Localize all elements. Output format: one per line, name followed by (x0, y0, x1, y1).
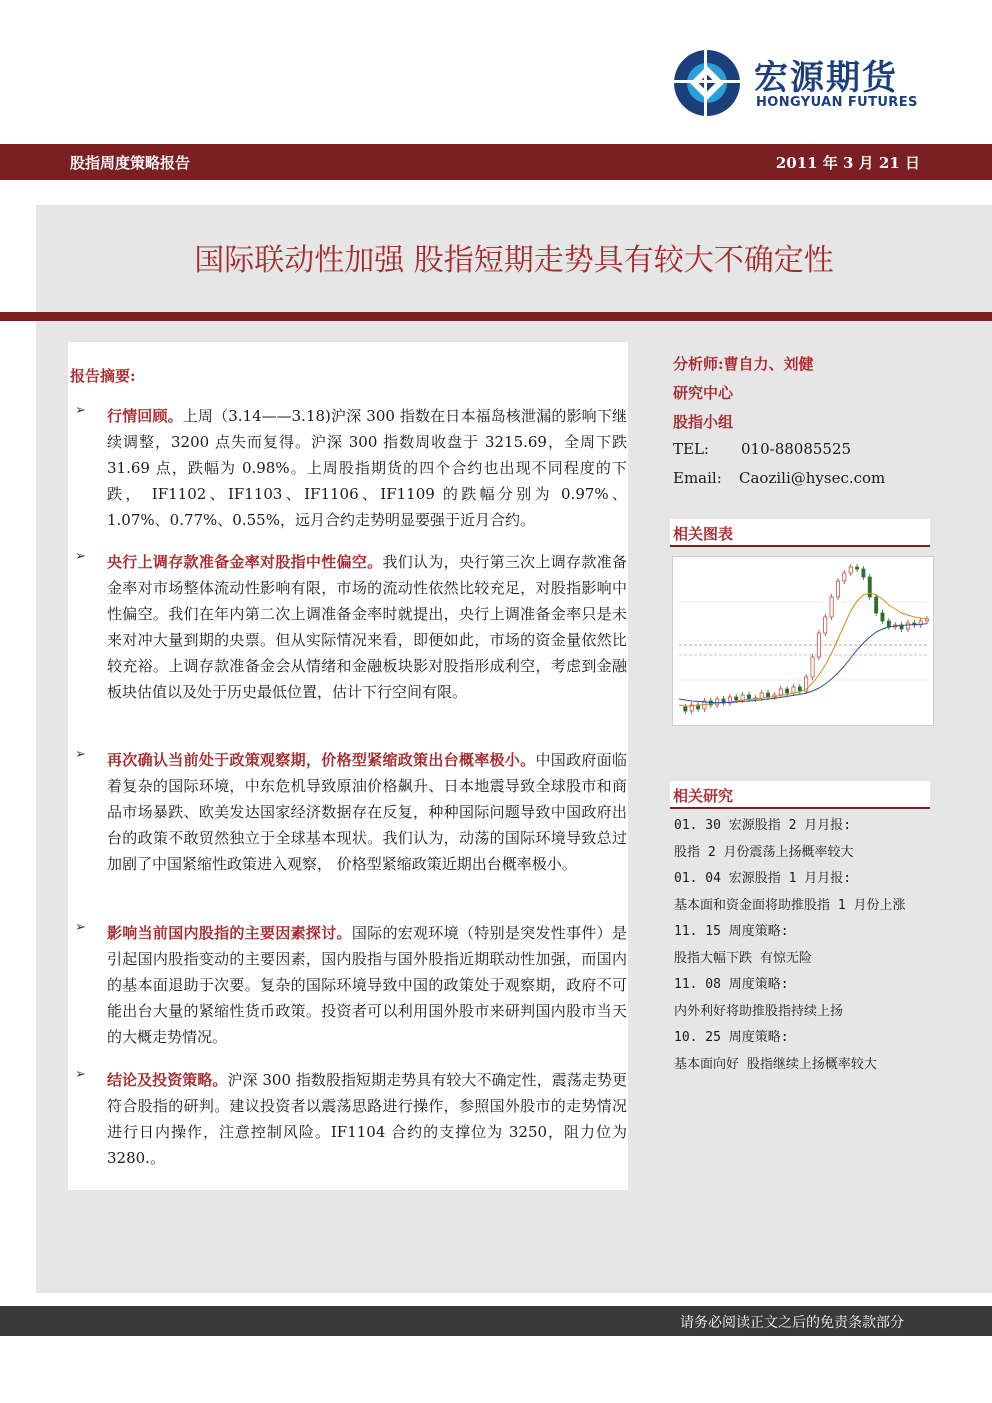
bullet-lead: 再次确认当前处于政策观察期，价格型紧缩政策出台概率极小。 (107, 751, 536, 769)
bullet-lead: 影响当前国内股指的主要因素探讨。 (107, 924, 352, 942)
candle-body (716, 699, 719, 705)
title-band (36, 205, 992, 311)
research-item[interactable]: 11. 08 周度策略: (674, 977, 789, 992)
research-item[interactable]: 基本面向好 股指继续上扬概率较大 (674, 1056, 877, 1072)
candle-body (830, 597, 833, 617)
disclaimer-notice[interactable]: 请务必阅读正文之后的免责条款部分 (680, 1315, 904, 1331)
company-logo (672, 48, 917, 118)
email-label: Email: (673, 469, 722, 487)
research-item[interactable]: 股指大幅下跌 有惊无险 (674, 950, 812, 966)
candle-body (760, 693, 763, 698)
candle-body (875, 597, 878, 613)
research-item[interactable]: 01. 04 宏源股指 1 月月报: (674, 871, 852, 886)
candle-body (881, 613, 884, 621)
candle-body (786, 689, 789, 693)
candle-body (798, 687, 801, 691)
department: 研究中心 (673, 384, 734, 402)
candle-body (906, 623, 909, 629)
candle-body (849, 567, 852, 573)
heading-rule (670, 545, 930, 547)
candle-body (735, 697, 738, 700)
bullet-text: 中国政府面临着复杂的国际环境，中东危机导致原油价格飙升、日本地震导致全球股市和商品市场暴跌、欧美发达国家经济数据存在反复，种种国际问题导致中国政府出台的政策不敢贸然独立于全球基本现状。我们认为，动荡的国际环境导致总过加剧了中国紧缩性政策进入观察， 价格型紧缩政策近期出台概率极小。 (107, 751, 627, 873)
report-type: 股指周度策略报告 (70, 154, 191, 172)
candle-body (855, 567, 858, 569)
candle-body (925, 619, 928, 621)
related-research-list (674, 813, 934, 1078)
candle-body (887, 621, 890, 627)
tel-value: 010-88085525 (741, 440, 852, 458)
analyst-block (673, 350, 814, 437)
tel-label: TEL: (673, 440, 709, 458)
heading-rule (670, 807, 930, 809)
bullet-lead: 结论及投资策略。 (107, 1071, 228, 1089)
bullet-text: 上周（3.14——3.18)沪深 300 指数在日本福岛核泄漏的影响下继续调整，3200 点失而复得。沪深 300 指数周收盘于 3215.69，全周下跌 31.69 点，跌幅为 0.98%。上周股指期货的四个合约也出现不同程度的下跌， IF1102、IF1103、IF1106、IF1109 的跌幅分别为 0.97%、1.07%、0.77%、0.55%，远月合约走势明显要强于近月合约。 (107, 407, 627, 529)
arrow-bullet-icon: ➢ (75, 1067, 86, 1082)
logo-english-name: HONGYUAN FUTURES (756, 95, 918, 110)
candle-body (843, 573, 846, 581)
research-item[interactable]: 基本面和资金面将助推股指 1 月份上涨 (674, 897, 906, 913)
research-item[interactable]: 内外利好将助推股指持续上扬 (674, 1003, 844, 1019)
candle-body (766, 693, 769, 697)
research-heading-label: 相关研究 (673, 787, 734, 805)
logo-chinese-name: 宏源期货 (754, 58, 898, 98)
research-section-heading (670, 781, 930, 809)
arrow-bullet-icon: ➢ (75, 920, 86, 935)
bullet-text: 我们认为，央行第三次上调存款准备金率对市场整体流动性影响有限，市场的流动性依然比较充足，对股指影响中性偏空。我们在年内第二次上调准备金率时就提出，央行上调准备金率只是未来对冲大量到期的央票。但从实际情况来看，即便如此，市场的资金量依然比较充裕。上调存款准备金会从情绪和金融板块影对股指形成利空，考虑到金融板块估值以及处于历史最低位置，估计下行空间有限。 (107, 553, 627, 701)
bullet-text: 沪深 300 指数股指短期走势具有较大不确定性，震荡走势更符合股指的研判。建议投资者以震荡思路进行操作，参照国外股市的走势情况进行日内操作，注意控制风险。IF1104 合约的支撑位为 3250，阻力位为 3280.。 (107, 1071, 627, 1167)
candle-body (868, 577, 871, 597)
header-bar (0, 144, 992, 180)
candle-body (817, 633, 820, 657)
title-divider (0, 312, 992, 321)
abstract-heading: 报告摘要: (70, 367, 136, 385)
moving-average-line (679, 593, 927, 706)
analyst-names: 分析师:曹自力、刘健 (673, 355, 814, 373)
research-item[interactable]: 10. 25 周度策略: (674, 1030, 789, 1045)
candle-body (684, 707, 687, 711)
candle-body (811, 657, 814, 677)
contact-block (673, 435, 885, 493)
arrow-bullet-icon: ➢ (75, 403, 86, 418)
hongyuan-logo-icon (672, 48, 742, 118)
related-chart (672, 556, 934, 726)
email-link[interactable]: Caozili@hysec.com (739, 469, 886, 487)
candle-body (779, 689, 782, 695)
arrow-bullet-icon: ➢ (75, 549, 86, 564)
page-title: 国际联动性加强 股指短期走势具有较大不确定性 (194, 243, 834, 278)
candle-body (741, 695, 744, 700)
price-chart (673, 557, 933, 725)
research-item[interactable]: 11. 15 周度策略: (674, 924, 789, 939)
bullet-lead: 行情回顾。 (107, 407, 183, 425)
arrow-bullet-icon: ➢ (75, 747, 86, 762)
candle-body (824, 617, 827, 633)
bullet-lead: 央行上调存款准备金率对股指中性偏空。 (107, 553, 383, 571)
bullet-text: 国际的宏观环境（特别是突发性事件）是引起国内股指变动的主要因素，国内股指与国外股指近期联动性加强，而国内的基本面退助于次要。复杂的国际环境导致中国的政策处于观察期，政府不可能出台大量的紧缩性货币政策。投资者可以利用国外股市来研判国内股市当天的大概走势情况。 (107, 924, 627, 1046)
candle-body (747, 695, 750, 699)
research-item[interactable]: 01. 30 宏源股指 2 月月报: (674, 818, 852, 833)
research-item[interactable]: 股指 2 月份震荡上扬概率较大 (674, 844, 854, 860)
footer-bar (0, 1306, 992, 1336)
candle-body (862, 569, 865, 577)
candle-body (792, 687, 795, 693)
chart-section-heading (670, 519, 930, 547)
group: 股指小组 (673, 413, 734, 431)
chart-heading-label: 相关图表 (673, 525, 734, 543)
report-date: 2011 年 3 月 21 日 (775, 154, 920, 172)
candle-body (836, 581, 839, 597)
